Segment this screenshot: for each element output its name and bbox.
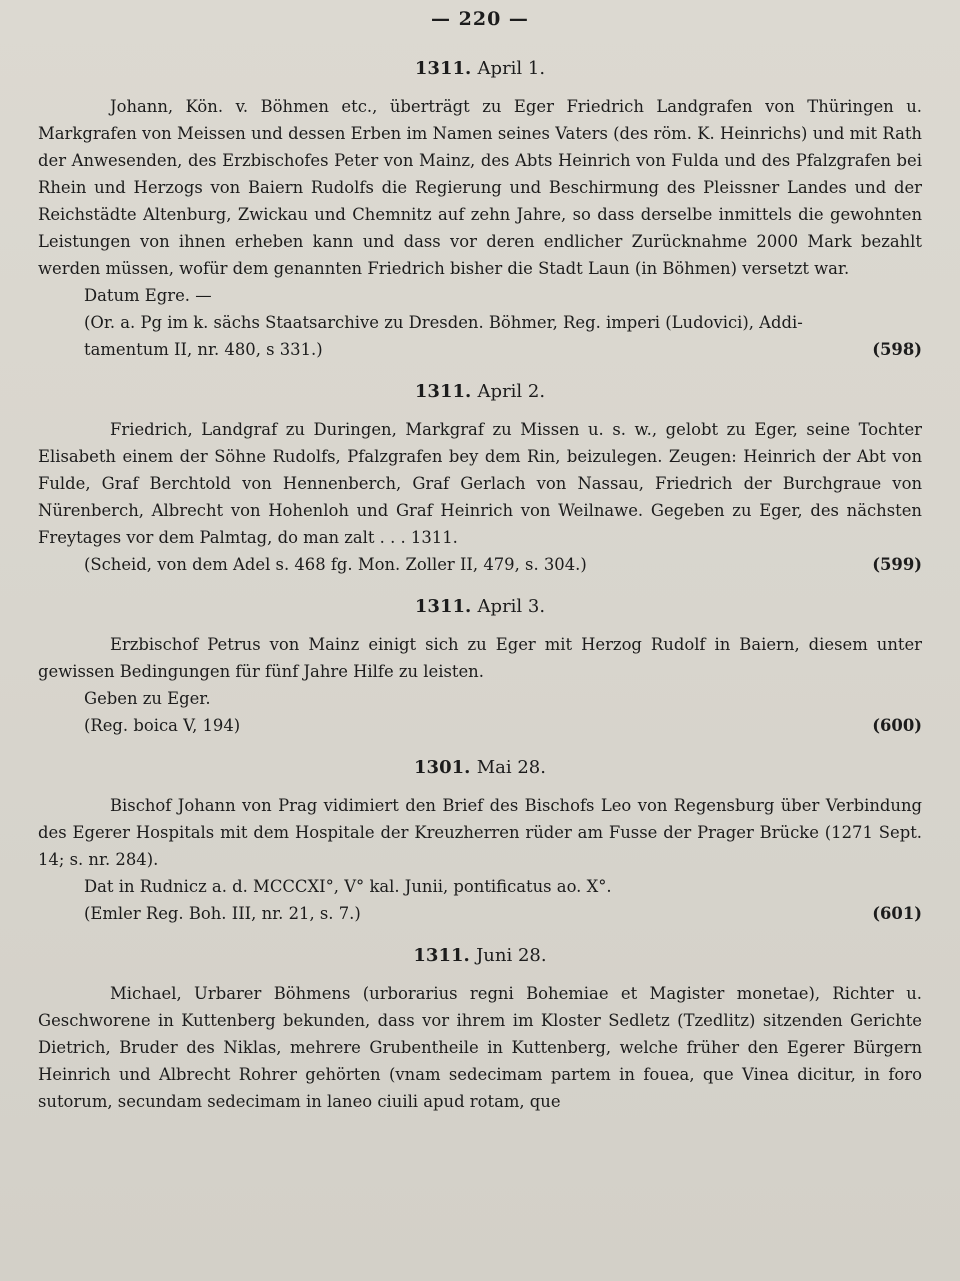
- entry-text: Bischof Johann von Prag vidimiert den Brief des Bischofs Leo von Regensburg über Verbindung des Egerer Hospitals mit dem Hospitale der Kreuzherren rüder am Fusse der Prager Brücke (1271 Sept. 14; s. nr. 284).: [38, 796, 922, 869]
- entry-day: Mai 28.: [476, 757, 546, 778]
- entry-day: April 2.: [477, 381, 546, 402]
- entry-datum: Dat in Rudnicz a. d. MCCCXI°, V° kal. Junii, pontificatus ao. X°.: [84, 877, 612, 896]
- entry-datum: Datum Egre. —: [84, 286, 212, 305]
- entry-date: [38, 58, 922, 79]
- entry-year: 1311.: [414, 381, 472, 402]
- entry-source-cont: [38, 551, 922, 578]
- entry-text: Friedrich, Landgraf zu Duringen, Markgraf zu Missen u. s. w., gelobt zu Eger, seine Tochter Elisabeth einem der Söhne Rudolfs, Pfalzgrafen bey dem Rin, beizulegen. Zeugen: Heinrich der Abt von Fulde, Graf Berchtold von Hennenberch, Graf Gerlach von Nassau, Friedrich der Burchgraue von Nürenberch, Albrecht von Hohenloh und Graf Heinrich von Weilnawe. Gegeben zu Eger, des nächsten Freytages vor dem Palmtag, do man zalt . . . 1311.: [38, 420, 922, 547]
- entry-source: (Reg. boica V, 194): [84, 716, 241, 735]
- regest-entry-600: [38, 578, 922, 739]
- regest-entry-602: [38, 927, 922, 1115]
- page-number: — 220 —: [431, 8, 529, 30]
- entry-number: (600): [872, 716, 922, 735]
- regest-entry-599: [38, 363, 922, 578]
- entry-source-cont: [38, 336, 922, 363]
- entry-number: (599): [872, 555, 922, 574]
- entry-year: 1311.: [413, 945, 470, 966]
- entry-date: [38, 381, 922, 402]
- entry-date: [38, 757, 922, 778]
- entry-source: (Or. a. Pg im k. sächs Staatsarchive zu Dresden. Böhmer, Reg. imperi (Ludovici), Addi-: [84, 313, 803, 332]
- entry-text: Johann, Kön. v. Böhmen etc., überträgt zu Eger Friedrich Landgrafen von Thüringen u. Markgrafen von Meissen und dessen Erben im Namen seines Vaters (des röm. K. Heinrichs) und mit Rath der Anwesenden, des Erzbischofes Peter von Mainz, des Abts Heinrich von Fulda und des Pfalzgrafen bei Rhein und Herzogs von Baiern Rudolfs die Regierung und Beschirmung des Pleissner Landes und der Reichstädte Altenburg, Zwickau und Chemnitz auf zehn Jahre, so dass derselbe inmittels die gewohnten Leistungen von ihnen erheben kann und dass vor deren endlicher Zurücknahme 2000 Mark bezahlt werden müssen, wofür dem genannten Friedrich bisher die Stadt Laun (in Böhmen) versetzt war.: [38, 97, 922, 278]
- entry-number: (601): [872, 904, 922, 923]
- entry-year: 1301.: [414, 757, 471, 778]
- entry-day: April 3.: [477, 596, 546, 617]
- entry-source: (Emler Reg. Boh. III, nr. 21, s. 7.): [84, 904, 361, 923]
- entry-source: (Scheid, von dem Adel s. 468 fg. Mon. Zoller II, 479, s. 304.): [84, 555, 587, 574]
- regest-entry-598: [38, 42, 922, 363]
- regest-entry-601: [38, 739, 922, 927]
- entry-day: April 1.: [477, 58, 546, 79]
- entry-source-cont: [38, 900, 922, 927]
- entry-datum: Geben zu Eger.: [84, 689, 211, 708]
- entry-date: [38, 596, 922, 617]
- entry-date: [38, 945, 922, 966]
- entry-number: (598): [872, 340, 922, 359]
- entry-year: 1311.: [414, 596, 472, 617]
- entry-text: Michael, Urbarer Böhmens (urborarius regni Bohemiae et Magister monetae), Richter u. Geschworene in Kuttenberg bekunden, dass vor ihrem im Kloster Sedletz (Tzedlitz) sitzenden Gerichte Dietrich, Bruder des Niklas, mehrere Grubentheile in Kuttenberg, welche früher den Egerer Bürgern Heinrich und Albrecht Rohrer gehörten (vnam sedecimam partem in fouea, que Vinea dicitur, in foro sutorum, secundam sedecimam in laneo ciuili apud rotam, que: [38, 984, 922, 1111]
- entry-source-cont: [38, 712, 922, 739]
- entry-year: 1311.: [414, 58, 472, 79]
- entry-text: Erzbischof Petrus von Mainz einigt sich zu Eger mit Herzog Rudolf in Baiern, diesem unter gewissen Bedingungen für fünf Jahre Hilfe zu leisten.: [38, 635, 922, 681]
- entry-source-line2: tamentum II, nr. 480, s 331.): [84, 340, 323, 359]
- entry-day: Juni 28.: [476, 945, 547, 966]
